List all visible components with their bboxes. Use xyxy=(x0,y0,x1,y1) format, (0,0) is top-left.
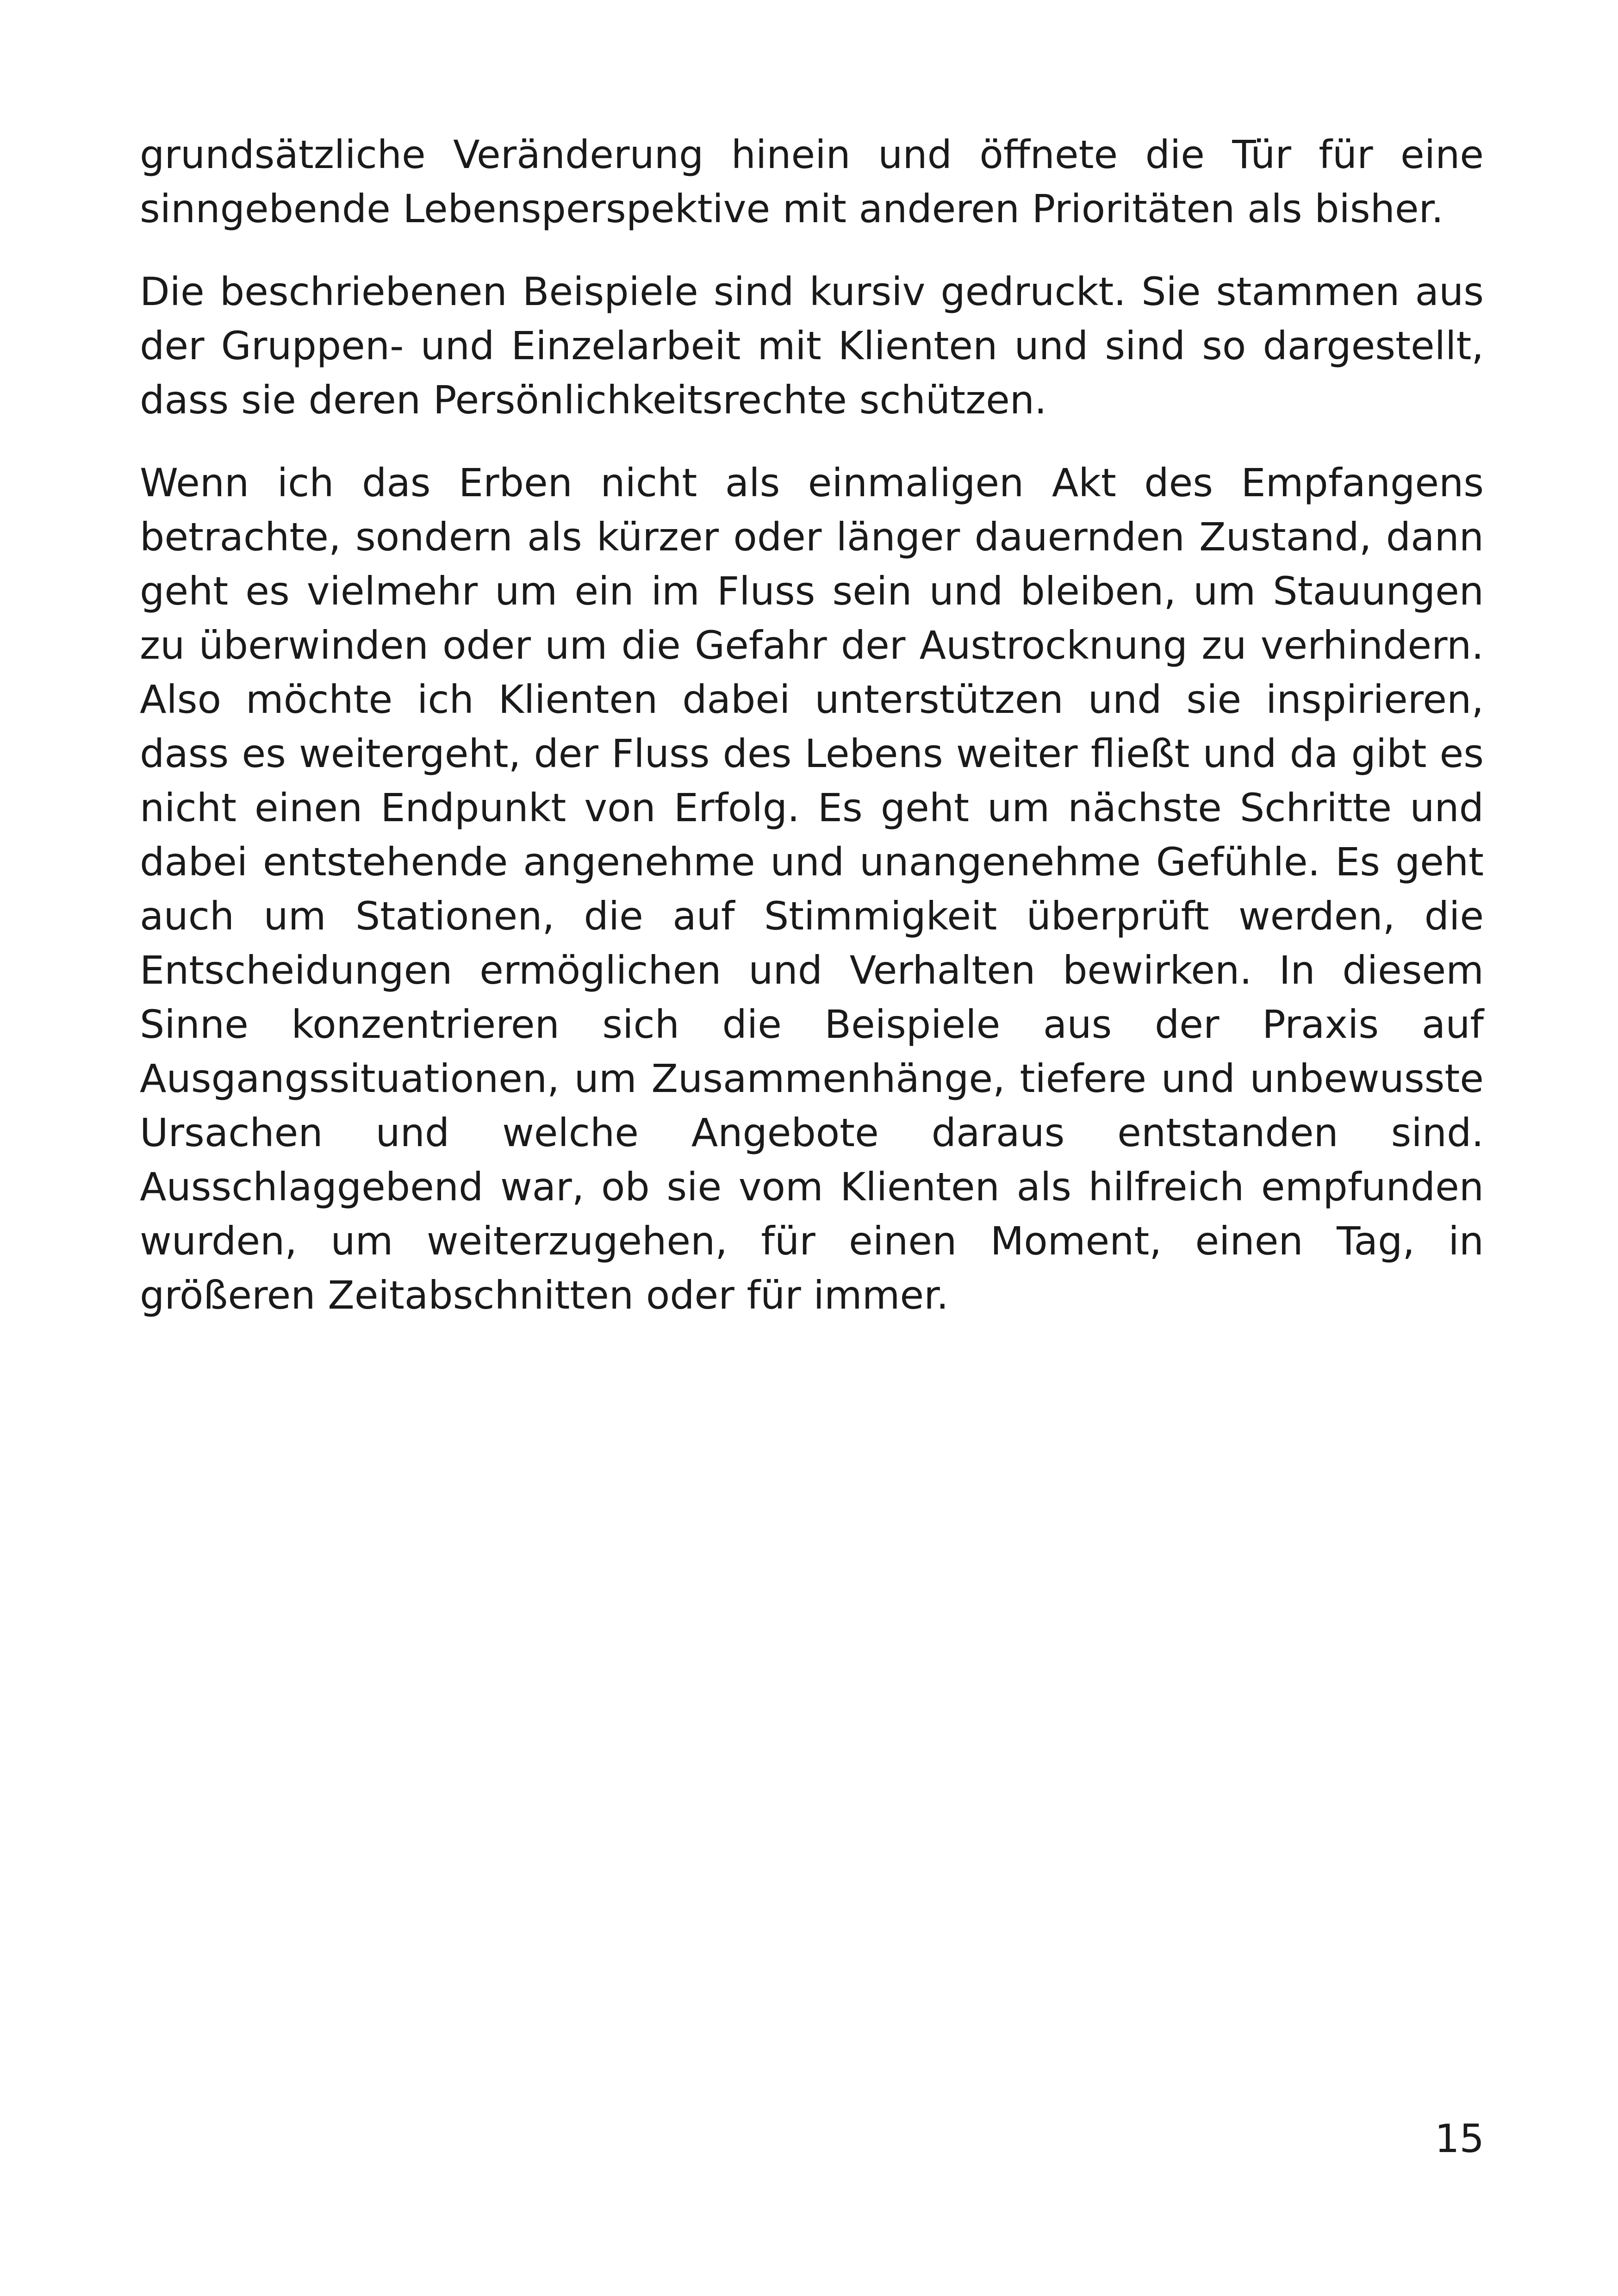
paragraph-1: grundsätzliche Veränderung hinein und öffnete die Tür für eine sinngebende Lebensperspektive mit anderen Prioritäten als bisher. xyxy=(140,132,1484,231)
page-number: 15 xyxy=(1435,2116,1484,2161)
paragraph-3: Wenn ich das Erben nicht als einmaligen Akt des Empfangens betrachte, sondern als kürzer oder länger dauernden Zustand, dann geht es vielmehr um ein im Fluss sein und bleiben, um Stauungen zu überwinden oder um die Gefahr der Austrocknung zu verhindern. Also möchte ich Klienten dabei unterstützen und sie inspirieren, dass es weitergeht, der Fluss des Lebens weiter fließt und da gibt es nicht einen Endpunkt von Erfolg. Es geht um nächste Schritte und dabei entstehende angenehme und unangenehme Gefühle. Es geht auch um Stationen, die auf Stimmigkeit überprüft werden, die Entscheidungen ermöglichen und Verhalten bewirken. In diesem Sinne konzentrieren sich die Beispiele aus der Praxis auf Ausgangssituationen, um Zusammenhänge, tiefere und unbewusste Ursachen und welche Angebote daraus entstanden sind. Ausschlaggebend war, ob sie vom Klienten als hilfreich empfunden wurden, um weiterzugehen, für einen Moment, einen Tag, in größeren Zeitabschnitten oder für immer. xyxy=(140,460,1484,1318)
body-text xyxy=(140,128,1484,1351)
paragraph-2: Die beschriebenen Beispiele sind kursiv gedruckt. Sie stammen aus der Gruppen- und Einzelarbeit mit Klienten und sind so dargestellt, dass sie deren Persönlichkeitsrechte schützen. xyxy=(140,269,1484,423)
